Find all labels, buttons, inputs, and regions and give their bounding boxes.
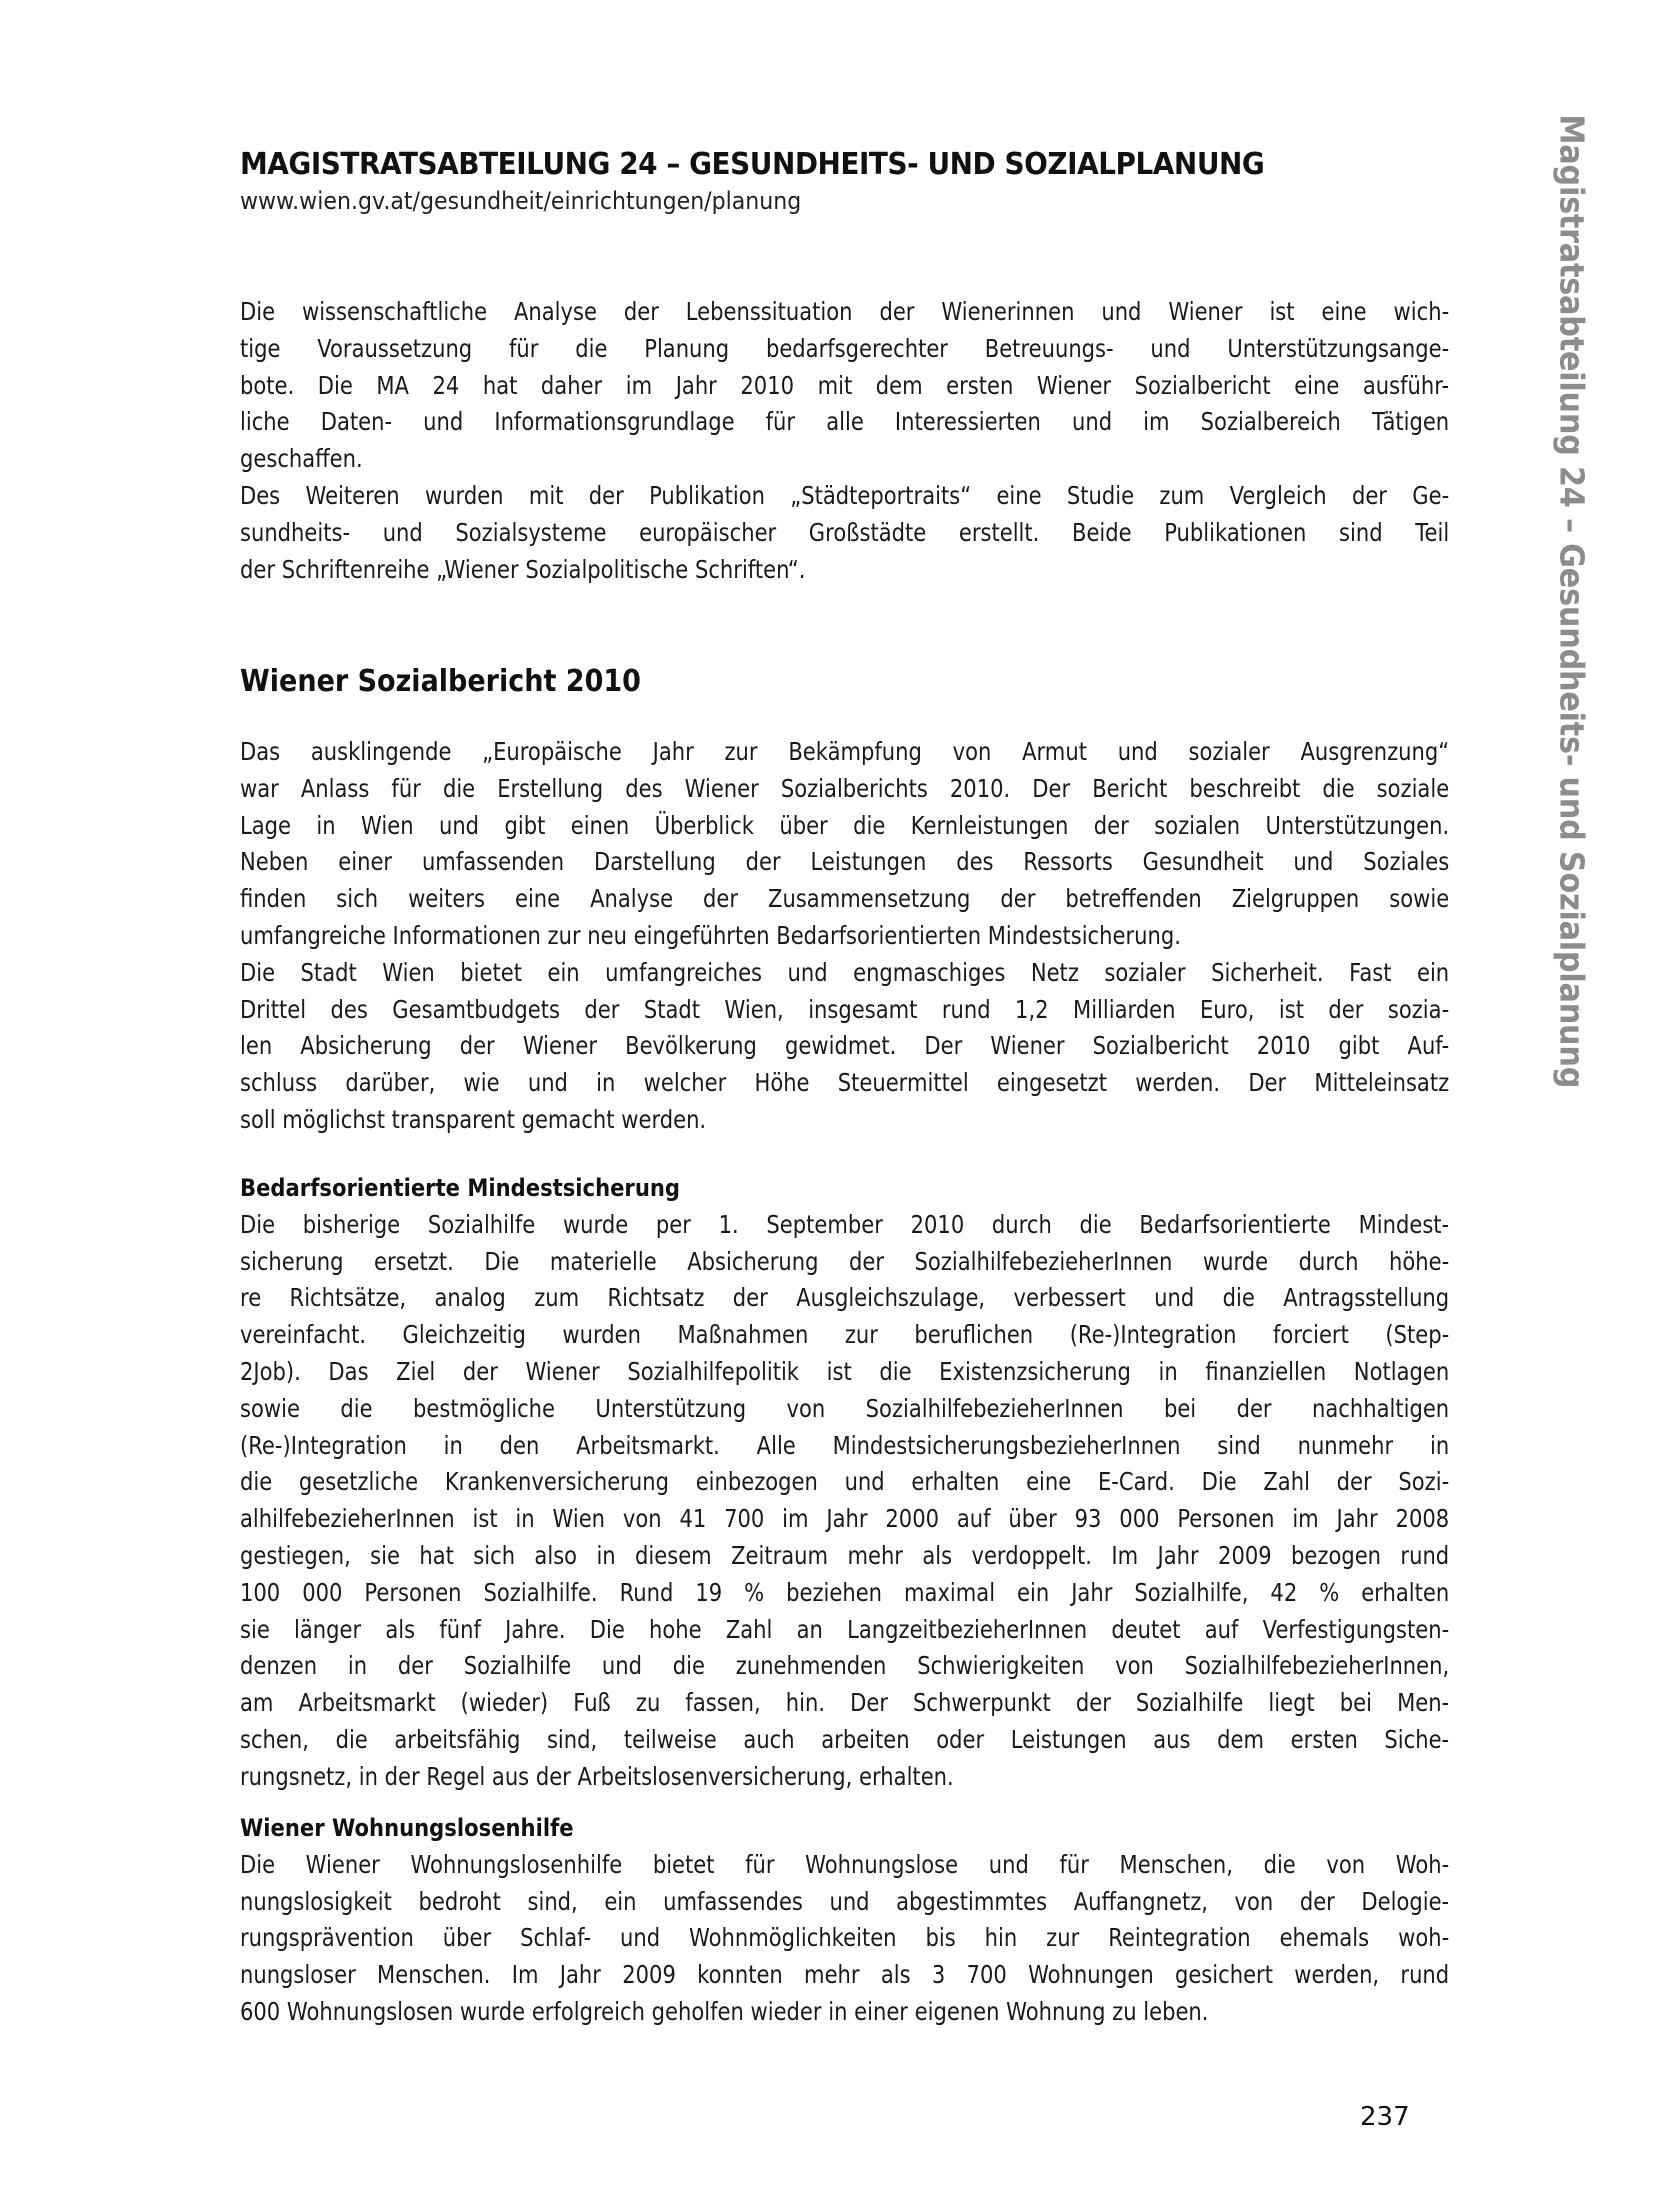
text-line: Die Stadt Wien bietet ein umfangreiches und engmaschiges Netz sozialer Sicherheit. Fast ein bbox=[240, 957, 1450, 987]
page-number: 237 bbox=[1360, 2102, 1410, 2132]
text-line: schluss darüber, wie und in welcher Höhe Steuermittel eingesetzt werden. Der Mitteleinsatz bbox=[240, 1068, 1450, 1098]
text-line: 2Job). Das Ziel der Wiener Sozialhilfepolitik ist die Existenzsicherung in finanziellen Notlagen bbox=[240, 1356, 1450, 1386]
text-line: alhilfebezieherInnen ist in Wien von 41 700 im Jahr 2000 auf über 93 000 Personen im Jahr 2008 bbox=[240, 1504, 1450, 1534]
text-line: Neben einer umfassenden Darstellung der Leistungen des Ressorts Gesundheit und Soziales bbox=[240, 847, 1450, 877]
text-line: Drittel des Gesamtbudgets der Stadt Wien, insgesamt rund 1,2 Milliarden Euro, ist der sozia- bbox=[240, 994, 1450, 1024]
text-line: sicherung ersetzt. Die materielle Absicherung der SozialhilfebezieherInnen wurde durch höhe- bbox=[240, 1246, 1450, 1276]
text-line: finden sich weiters eine Analyse der Zusammensetzung der betreffenden Zielgruppen sowie bbox=[240, 884, 1450, 914]
text-line: denzen in der Sozialhilfe und die zunehmenden Schwierigkeiten von SozialhilfebezieherInnen, bbox=[240, 1651, 1450, 1681]
text-line: rungsnetz, in der Regel aus der Arbeitslosenversicherung, erhalten. bbox=[240, 1761, 954, 1791]
text-line: geschaffen. bbox=[240, 444, 363, 474]
text-line: gestiegen, sie hat sich also in diesem Zeitraum mehr als verdoppelt. Im Jahr 2009 bezogen rund bbox=[240, 1540, 1450, 1570]
text-line: 100 000 Personen Sozialhilfe. Rund 19 % beziehen maximal ein Jahr Sozialhilfe, 42 % erhalten bbox=[240, 1577, 1450, 1607]
text-line: Die wissenschaftliche Analyse der Lebenssituation der Wienerinnen und Wiener ist eine wich- bbox=[240, 297, 1450, 326]
text-line: len Absicherung der Wiener Bevölkerung gewidmet. Der Wiener Sozialbericht 2010 gibt Auf- bbox=[240, 1031, 1450, 1061]
text-line: nungsloser Menschen. Im Jahr 2009 konnten mehr als 3 700 Wohnungen gesichert werden, rund bbox=[240, 1960, 1450, 1990]
text-line: Die Wiener Wohnungslosenhilfe bietet für Wohnungslose und für Menschen, die von Woh- bbox=[240, 1849, 1450, 1879]
text-line: am Arbeitsmarkt (wieder) Fuß zu fassen, hin. Der Schwerpunkt der Sozialhilfe liegt bei Men- bbox=[240, 1688, 1450, 1718]
department-title: MAGISTRATSABTEILUNG 24 – GESUNDHEITS- UND SOZIALPLANUNG bbox=[240, 147, 1265, 182]
text-line: der Schriftenreihe „Wiener Sozialpolitische Schriften“. bbox=[240, 554, 806, 584]
section-paragraph bbox=[240, 734, 1450, 1139]
text-line: Das ausklingende „Europäische Jahr zur Bekämpfung von Armut und sozialer Ausgrenzung“ bbox=[240, 737, 1450, 766]
text-line: Des Weiteren wurden mit der Publikation „Städteportraits“ eine Studie zum Vergleich der Ge- bbox=[240, 480, 1450, 510]
intro-paragraph bbox=[240, 294, 1450, 588]
section-heading: Wiener Sozialbericht 2010 bbox=[240, 664, 641, 699]
side-tab-label: Magistratsabteilung 24 – Gesundheits- und Sozialplanung bbox=[1552, 114, 1592, 1088]
text-line: sundheits- und Sozialsysteme europäischer Großstädte erstellt. Beide Publikationen sind Teil bbox=[240, 517, 1450, 547]
text-line: sowie die bestmögliche Unterstützung von SozialhilfebezieherInnen bei der nachhaltigen bbox=[240, 1393, 1450, 1423]
text-line: soll möglichst transparent gemacht werden. bbox=[240, 1104, 707, 1134]
text-line: re Richtsätze, analog zum Richtsatz der Ausgleichszulage, verbessert und die Antragsstellung bbox=[240, 1283, 1450, 1313]
text-line: sie länger als fünf Jahre. Die hohe Zahl an LangzeitbezieherInnen deutet auf Verfestigungsten- bbox=[240, 1614, 1450, 1644]
text-line: rungsprävention über Schlaf- und Wohnmöglichkeiten bis hin zur Reintegration ehemals woh- bbox=[240, 1923, 1450, 1953]
side-tab bbox=[1548, 114, 1596, 1088]
text-line: Lage in Wien und gibt einen Überblick über die Kernleistungen der sozialen Unterstützungen. bbox=[240, 810, 1450, 840]
text-line: (Re-)Integration in den Arbeitsmarkt. Alle MindestsicherungsbezieherInnen sind nunmehr in bbox=[240, 1430, 1450, 1460]
text-line: die gesetzliche Krankenversicherung einbezogen und erhalten eine E-Card. Die Zahl der Sozi- bbox=[240, 1467, 1450, 1497]
text-line: nungslosigkeit bedroht sind, ein umfassendes und abgestimmtes Auffangnetz, von der Delogie- bbox=[240, 1886, 1450, 1916]
text-line: war Anlass für die Erstellung des Wiener Sozialberichts 2010. Der Bericht beschreibt die soziale bbox=[240, 773, 1450, 803]
text-line: bote. Die MA 24 hat daher im Jahr 2010 mit dem ersten Wiener Sozialbericht eine ausführ- bbox=[240, 370, 1450, 400]
text-line: umfangreiche Informationen zur neu eingeführten Bedarfsorientierten Mindestsicherung. bbox=[240, 920, 1181, 950]
text-line: schen, die arbeitsfähig sind, teilweise auch arbeiten oder Leistungen aus dem ersten Siche- bbox=[240, 1724, 1450, 1754]
text-line: vereinfacht. Gleichzeitig wurden Maßnahmen zur beruflichen (Re-)Integration forciert (Step- bbox=[240, 1320, 1450, 1350]
department-url: www.wien.gv.at/gesundheit/einrichtungen/planung bbox=[240, 187, 802, 215]
text-line: 600 Wohnungslosen wurde erfolgreich geholfen wieder in einer eigenen Wohnung zu leben. bbox=[240, 1996, 1209, 2026]
subsection-heading: Bedarfsorientierte Mindestsicherung bbox=[240, 1174, 681, 1202]
subsection-wohnungslosenhilfe bbox=[240, 1810, 1450, 2031]
text-line: Die bisherige Sozialhilfe wurde per 1. September 2010 durch die Bedarfsorientierte Mindest- bbox=[240, 1209, 1450, 1239]
text-line: liche Daten- und Informationsgrundlage für alle Interessierten und im Sozialbereich Tätigen bbox=[240, 407, 1450, 437]
page-header bbox=[240, 146, 1460, 216]
text-line: tige Voraussetzung für die Planung bedarfsgerechter Betreuungs- und Unterstützungsange- bbox=[240, 333, 1450, 363]
subsection-heading: Wiener Wohnungslosenhilfe bbox=[240, 1814, 574, 1842]
subsection-mindestsicherung bbox=[240, 1170, 1450, 1796]
